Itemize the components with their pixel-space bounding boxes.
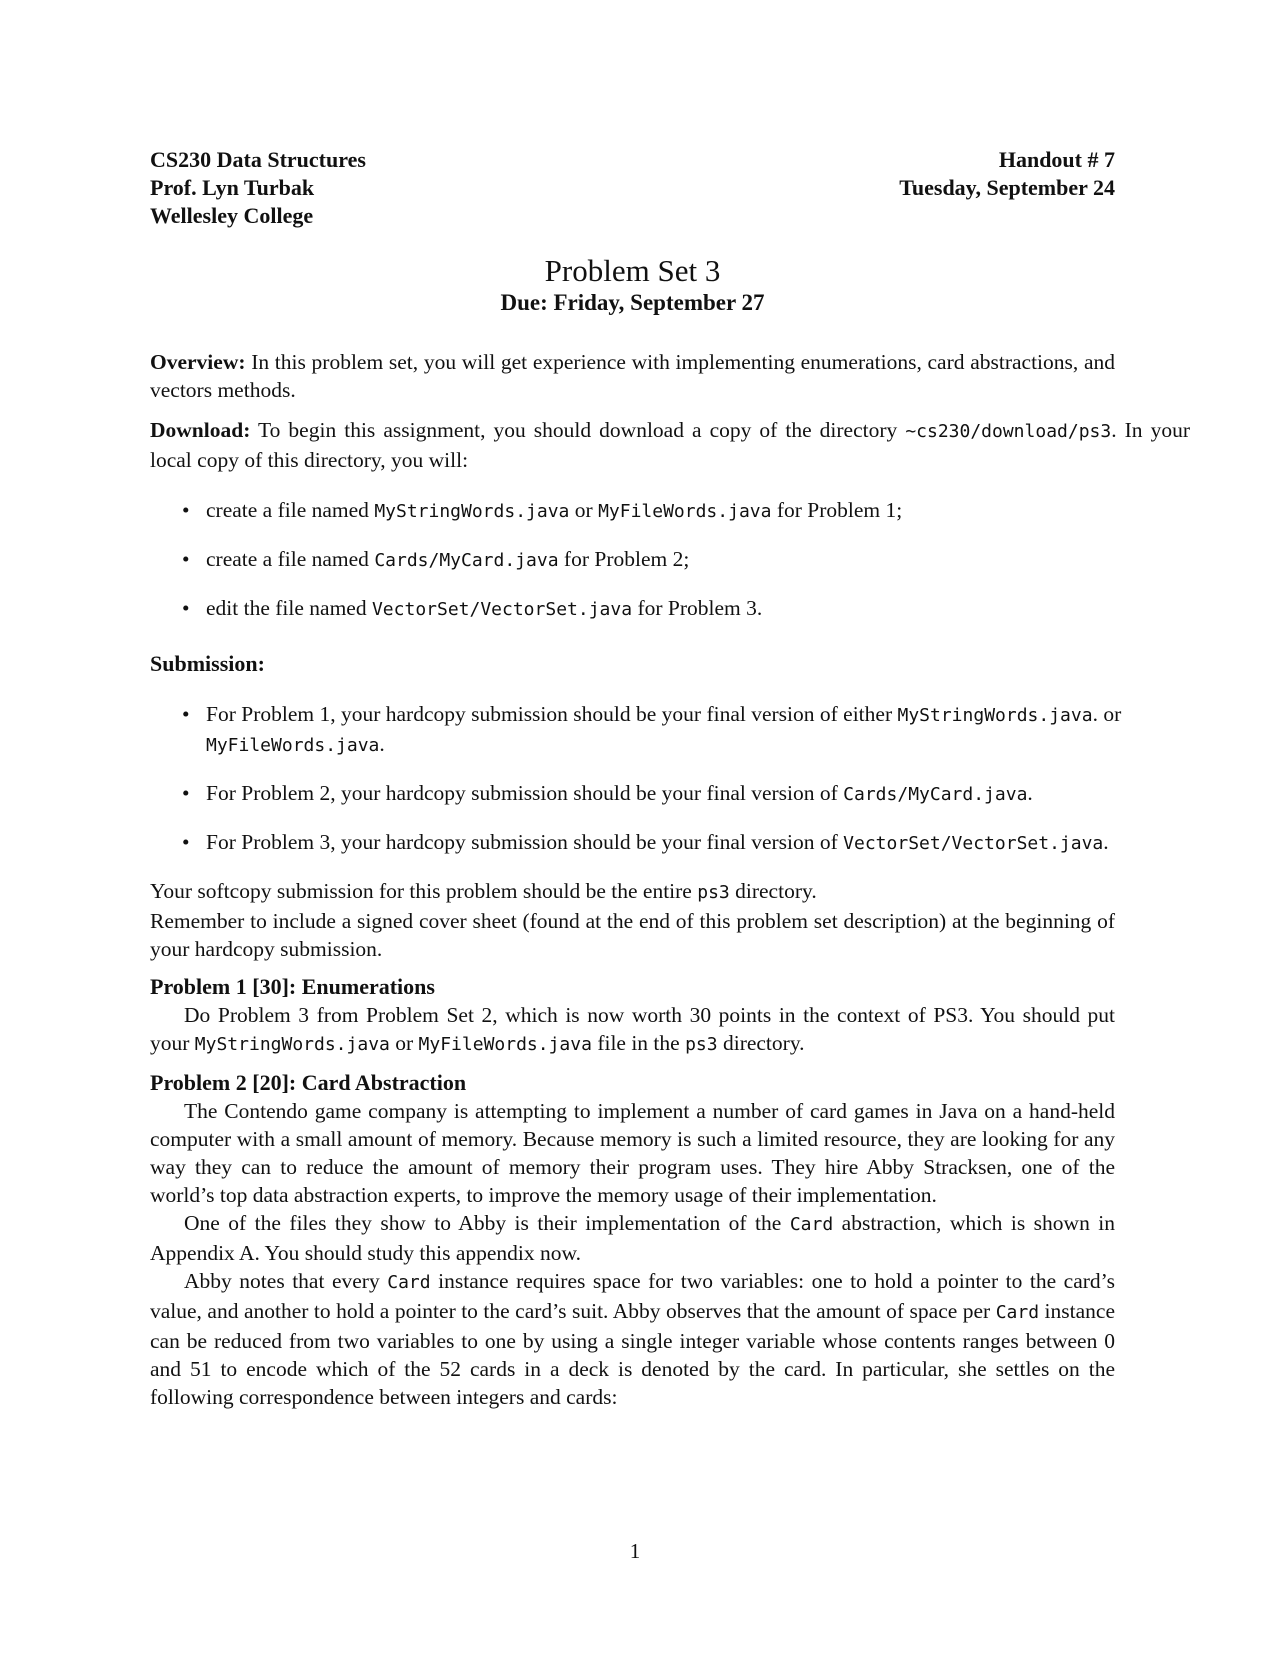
item-text: For Problem 3, your hardcopy submission should be your final version of	[206, 830, 838, 854]
item-code: MyFileWords.java	[206, 735, 380, 756]
bullet-icon: •	[182, 702, 190, 726]
item-code: MyStringWords.java	[897, 705, 1093, 726]
problem2-text: instance requires space for two variables: one to hold a pointer to the card’s value, and another to hold a pointer to the card’s suit. Abby observes that the amount of space per	[150, 1269, 1116, 1323]
header-left	[150, 146, 366, 230]
problem2-code: Card	[995, 1302, 1040, 1323]
item-text: for Problem 3.	[637, 596, 763, 620]
professor-name: Prof. Lyn Turbak	[150, 175, 315, 200]
college-name: Wellesley College	[150, 203, 314, 228]
item-text: For Problem 2, your hardcopy submission should be your final version of	[206, 781, 838, 805]
remember-paragraph: Remember to include a signed cover sheet (found at the end of this problem set description) at the beginning of your hardcopy submission.	[150, 909, 1115, 961]
item-code: VectorSet/VectorSet.java	[371, 599, 633, 620]
submission-list	[150, 700, 1122, 858]
submission-heading: Submission:	[150, 651, 265, 676]
list-item	[150, 700, 1190, 760]
overview-text: In this problem set, you will get experience with implementing enumerations, card abstractions, and vectors methods.	[150, 350, 1115, 402]
item-code: MyFileWords.java	[598, 501, 772, 522]
download-list	[150, 496, 1115, 624]
problem1-code: MyStringWords.java	[194, 1034, 390, 1055]
item-code: MyStringWords.java	[374, 501, 570, 522]
item-text: create a file named	[206, 547, 369, 571]
page-number: 1	[629, 1539, 641, 1563]
due-date: Due: Friday, September 27	[500, 290, 765, 315]
problem2-paragraph-1: The Contendo game company is attempting to implement a number of card games in Java on a hand-held computer with a small amount of memory. Because memory is such a limited resource, they are looking for any way they can to reduce the amount of memory their program uses. They hire Abby Stracksen, one of the world’s top data abstraction experts, to improve the memory usage of their implementation.	[150, 1099, 1115, 1207]
overview-paragraph	[150, 348, 1115, 404]
problem2-paragraph-3	[150, 1267, 1115, 1411]
problem1-heading: Problem 1 [30]: Enumerations	[150, 974, 435, 999]
problem2-heading: Problem 2 [20]: Card Abstraction	[150, 1070, 467, 1095]
item-text: for Problem 2;	[563, 547, 690, 571]
problem1-code: MyFileWords.java	[418, 1034, 592, 1055]
bullet-icon: •	[182, 596, 190, 620]
problem2-code: Card	[789, 1214, 834, 1235]
problem2-text: instance can be reduced from two variables to one by using a single integer variable whose contents ranges between 0 and 51 to encode which of the 52 cards in a deck is denoted by the card. In particular, she settles on the following correspondence between integers and cards:	[150, 1299, 1115, 1409]
problem2-text: One of the files they show to Abby is their implementation of the	[184, 1211, 782, 1235]
softcopy-text: directory.	[735, 879, 817, 903]
item-text: edit the file named	[206, 596, 367, 620]
bullet-icon: •	[182, 830, 190, 854]
handout-number: Handout # 7	[998, 147, 1115, 172]
problem2-text: Abby notes that every	[184, 1269, 380, 1293]
problem1-text: directory.	[722, 1031, 805, 1055]
item-text: or	[574, 498, 593, 522]
item-text: For Problem 1, your hardcopy submission should be your final version of either	[206, 702, 893, 726]
problem2-text: abstraction, which is shown in Appendix A. You should study this appendix now.	[150, 1211, 1116, 1265]
item-code: VectorSet/VectorSet.java	[843, 833, 1104, 854]
softcopy-paragraph	[150, 877, 1115, 907]
download-paragraph	[150, 416, 1190, 474]
document-page	[150, 146, 1190, 1411]
download-label: Download:	[150, 418, 251, 442]
title-block	[150, 253, 1115, 317]
item-text: . or	[1092, 702, 1122, 726]
problem1-text: or	[395, 1031, 414, 1055]
problem1-text: file in the	[597, 1031, 680, 1055]
bullet-icon: •	[182, 498, 190, 522]
problem1-paragraph	[150, 1001, 1115, 1059]
problem1-code: ps3	[685, 1034, 718, 1055]
problem1-text: Do Problem 3 from Problem Set 2, which is now worth 30 points in the context of PS3. You should put your	[150, 1003, 1115, 1055]
item-code: Cards/MyCard.java	[374, 550, 559, 571]
item-text: .	[1103, 830, 1109, 854]
bullet-icon: •	[182, 781, 190, 805]
bullet-icon: •	[182, 547, 190, 571]
item-code: Cards/MyCard.java	[843, 784, 1028, 805]
page-title: Problem Set 3	[544, 253, 721, 288]
handout-date: Tuesday, September 24	[899, 175, 1115, 200]
item-text: for Problem 1;	[776, 498, 903, 522]
overview-label: Overview:	[150, 350, 246, 374]
item-text: .	[1027, 781, 1033, 805]
header-right	[899, 146, 1115, 230]
download-text: To begin this assignment, you should download a copy of the directory	[258, 418, 898, 442]
item-text: .	[379, 732, 385, 756]
softcopy-code: ps3	[697, 882, 730, 903]
list-item	[150, 779, 1190, 809]
list-item	[150, 594, 1115, 624]
download-path: ~cs230/download/ps3	[905, 421, 1112, 442]
list-item	[150, 545, 1115, 575]
download-text-after: . In your local copy of this directory, you will:	[150, 418, 1190, 472]
problem2-paragraph-2	[150, 1209, 1115, 1267]
problem2-code: Card	[387, 1272, 431, 1293]
course-name: CS230 Data Structures	[150, 147, 366, 172]
list-item	[150, 496, 1115, 526]
list-item	[150, 828, 1190, 858]
softcopy-text: Your softcopy submission for this problem should be the entire	[150, 879, 692, 903]
handout-header	[150, 146, 1115, 230]
item-text: create a file named	[206, 498, 369, 522]
